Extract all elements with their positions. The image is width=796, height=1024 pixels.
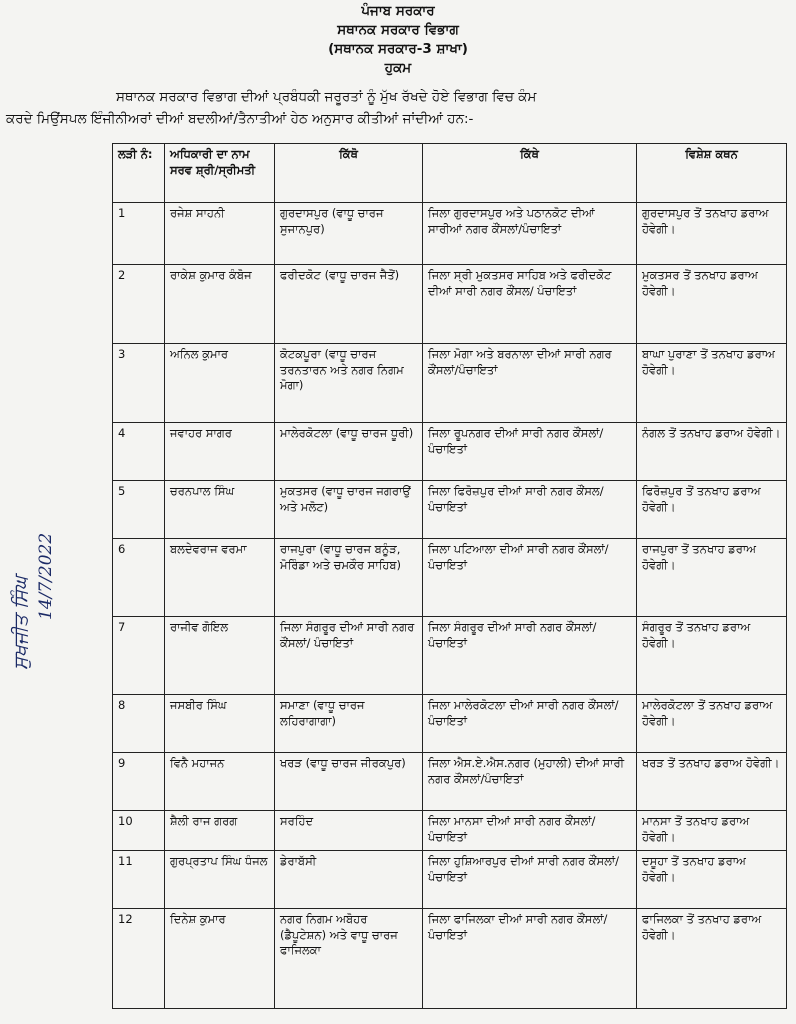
handwritten-signature bbox=[6, 490, 66, 680]
table-row bbox=[113, 423, 787, 481]
cell-sr: 11 bbox=[113, 851, 165, 909]
cell-sr: 1 bbox=[113, 203, 165, 265]
cell-officer: ਜਵਾਹਰ ਸਾਗਰ bbox=[165, 423, 275, 481]
cell-remarks: ਦਸੂਹਾ ਤੋਂ ਤਨਖਾਹ ਡਰਾਅ ਹੋਵੇਗੀ। bbox=[637, 851, 787, 909]
col-header-sr: ਲੜੀ ਨੰ: bbox=[113, 144, 165, 203]
cell-from: ਡੇਰਾਬੱਸੀ bbox=[275, 851, 423, 909]
cell-remarks: ਮੁਕਤਸਰ ਤੋਂ ਤਨਖਾਹ ਡਰਾਅ ਹੋਵੇਗੀ। bbox=[637, 265, 787, 344]
table-row bbox=[113, 909, 787, 1009]
cell-sr: 2 bbox=[113, 265, 165, 344]
branch-title: (ਸਥਾਨਕ ਸਰਕਾਰ-3 ਸ਼ਾਖਾ) bbox=[328, 41, 468, 57]
cell-officer: ਰਜੇਸ਼ ਸਾਹਨੀ bbox=[165, 203, 275, 265]
table-row bbox=[113, 265, 787, 344]
table-header-row bbox=[113, 144, 787, 203]
cell-remarks: ਰਾਜਪੁਰਾ ਤੋਂ ਤਨਖਾਹ ਡਰਾਅ ਹੋਵੇਗੀ। bbox=[637, 539, 787, 617]
cell-officer: ਰਾਜੀਵ ਗੋਇਲ bbox=[165, 617, 275, 695]
cell-to: ਜਿਲਾ ਗੁਰਦਾਸਪੁਰ ਅਤੇ ਪਠਾਨਕੋਟ ਦੀਆਂ ਸਾਰੀਆਂ ਨਗਰ ਕੌਂਸਲਾਂ/ਪੰਚਾਇਤਾਂ bbox=[423, 203, 637, 265]
col-header-remarks: ਵਿਸ਼ੇਸ਼ ਕਥਨ bbox=[637, 144, 787, 203]
cell-from: ਨਗਰ ਨਿਗਮ ਅਬੋਹਰ (ਡੈਪੂਟੇਸ਼ਨ) ਅਤੇ ਵਾਧੂ ਚਾਰਜ ਫਾਜਿਲਕਾ bbox=[275, 909, 423, 1009]
cell-to: ਜਿਲਾ ਫਾਜਿਲਕਾ ਦੀਆਂ ਸਾਰੀ ਨਗਰ ਕੌਂਸਲਾਂ/ ਪੰਚਾਇਤਾਂ bbox=[423, 909, 637, 1009]
cell-from: ਸਮਾਣਾ (ਵਾਧੂ ਚਾਰਜ ਲਹਿਰਾਗਾਗਾ) bbox=[275, 695, 423, 753]
cell-officer: ਜਸਬੀਰ ਸਿੰਘ bbox=[165, 695, 275, 753]
department-title: ਸਥਾਨਕ ਸਰਕਾਰ ਵਿਭਾਗ bbox=[337, 22, 459, 38]
document-header bbox=[0, 0, 796, 78]
intro-line-1: ਸਥਾਨਕ ਸਰਕਾਰ ਵਿਭਾਗ ਦੀਆਂ ਪ੍ਰਬੰਧਕੀ ਜਰੂਰਤਾਂ ਨੂੰ ਮੁੱਖ ਰੱਖਦੇ ਹੋਏ ਵਿਭਾਗ ਵਿਚ ਕੰਮ bbox=[116, 89, 537, 105]
cell-to: ਜਿਲਾ ਐਸ.ਏ.ਐਸ.ਨਗਰ (ਮੁਹਾਲੀ) ਦੀਆਂ ਸਾਰੀ ਨਗਰ ਕੌਂਸਲਾਂ/ਪੰਚਾਇਤਾਂ bbox=[423, 753, 637, 811]
cell-from: ਫਰੀਦਕੋਟ (ਵਾਧੂ ਚਾਰਜ ਜੈਤੋਂ) bbox=[275, 265, 423, 344]
cell-officer: ਚਰਨਪਾਲ ਸਿੰਘ bbox=[165, 481, 275, 539]
cell-officer: ਅਨਿਲ ਕੁਮਾਰ bbox=[165, 344, 275, 423]
cell-from: ਰਾਜਪੁਰਾ (ਵਾਧੂ ਚਾਰਜ ਬਨੂੰੜ, ਮੋਰਿੰਡਾ ਅਤੇ ਚਮਕੌਰ ਸਾਹਿਬ) bbox=[275, 539, 423, 617]
transfer-table bbox=[112, 143, 787, 1009]
cell-to: ਜਿਲਾ ਹੁਸ਼ਿਆਰਪੁਰ ਦੀਆਂ ਸਾਰੀ ਨਗਰ ਕੌਂਸਲਾਂ/ ਪੰਚਾਇਤਾਂ bbox=[423, 851, 637, 909]
cell-from: ਸਰਹਿੰਦ bbox=[275, 811, 423, 851]
cell-to: ਜਿਲਾ ਸ੍ਰੀ ਮੁਕਤਸਰ ਸਾਹਿਬ ਅਤੇ ਫਰੀਦਕੋਟ ਦੀਆਂ ਸਾਰੀ ਨਗਰ ਕੌਂਸਲ/ ਪੰਚਾਇਤਾਂ bbox=[423, 265, 637, 344]
cell-to: ਜਿਲਾ ਮਾਨਸਾ ਦੀਆਂ ਸਾਰੀ ਨਗਰ ਕੌਂਸਲਾਂ/ਪੰਚਾਇਤਾਂ bbox=[423, 811, 637, 851]
cell-sr: 9 bbox=[113, 753, 165, 811]
cell-to: ਜਿਲਾ ਪਟਿਆਲਾ ਦੀਆਂ ਸਾਰੀ ਨਗਰ ਕੌਂਸਲਾਂ/ ਪੰਚਾਇਤਾਂ bbox=[423, 539, 637, 617]
cell-to: ਜਿਲਾ ਫਿਰੋਜ਼ਪੁਰ ਦੀਆਂ ਸਾਰੀ ਨਗਰ ਕੌਂਸਲ/ ਪੰਚਾਇਤਾਂ bbox=[423, 481, 637, 539]
cell-to: ਜਿਲਾ ਸੰਗਰੂਰ ਦੀਆਂ ਸਾਰੀ ਨਗਰ ਕੌਂਸਲਾਂ/ਪੰਚਾਇਤਾਂ bbox=[423, 617, 637, 695]
cell-officer: ਬਲਦੇਵਰਾਜ ਵਰਮਾ bbox=[165, 539, 275, 617]
table-row bbox=[113, 753, 787, 811]
signature-date: 14/7/2022 bbox=[36, 532, 56, 620]
col-header-officer: ਅਧਿਕਾਰੀ ਦਾ ਨਾਮ ਸਰਵ ਸ਼੍ਰੀ/ਸ੍ਰੀਮਤੀ bbox=[165, 144, 275, 203]
cell-remarks: ਖਰੜ ਤੋਂ ਤਨਖਾਹ ਡਰਾਅ ਹੋਵੇਗੀ। bbox=[637, 753, 787, 811]
cell-from: ਮਾਲੇਰਕੋਟਲਾ (ਵਾਧੂ ਚਾਰਜ ਧੂਰੀ) bbox=[275, 423, 423, 481]
cell-to: ਜਿਲਾ ਮਾਲੇਰਕੋਟਲਾ ਦੀਆਂ ਸਾਰੀ ਨਗਰ ਕੌਂਸਲਾਂ/ ਪੰਚਾਇਤਾਂ bbox=[423, 695, 637, 753]
cell-from: ਜਿਲਾ ਸੰਗਰੂਰ ਦੀਆਂ ਸਾਰੀ ਨਗਰ ਕੌਂਸਲਾਂ/ ਪੰਚਾਇਤਾਂ bbox=[275, 617, 423, 695]
cell-from: ਖਰੜ (ਵਾਧੂ ਚਾਰਜ ਜੀਰਕਪੁਰ) bbox=[275, 753, 423, 811]
table-row bbox=[113, 203, 787, 265]
cell-to: ਜਿਲਾ ਰੂਪਨਗਰ ਦੀਆਂ ਸਾਰੀ ਨਗਰ ਕੌਂਸਲਾਂ/ ਪੰਚਾਇਤਾਂ bbox=[423, 423, 637, 481]
cell-sr: 5 bbox=[113, 481, 165, 539]
cell-from: ਗੁਰਦਾਸਪੁਰ (ਵਾਧੂ ਚਾਰਜ ਸੁਜਾਨਪੁਰ) bbox=[275, 203, 423, 265]
cell-sr: 6 bbox=[113, 539, 165, 617]
table-row bbox=[113, 539, 787, 617]
table-row bbox=[113, 695, 787, 753]
cell-sr: 12 bbox=[113, 909, 165, 1009]
cell-sr: 4 bbox=[113, 423, 165, 481]
table-row bbox=[113, 811, 787, 851]
cell-remarks: ਮਾਨਸਾ ਤੋਂ ਤਨਖਾਹ ਡਰਾਅ ਹੋਵੇਗੀ। bbox=[637, 811, 787, 851]
col-header-from: ਕਿੱਥੋ bbox=[275, 144, 423, 203]
cell-remarks: ਬਾਘਾ ਪੁਰਾਣਾ ਤੋਂ ਤਨਖਾਹ ਡਰਾਅ ਹੋਵੇਗੀ। bbox=[637, 344, 787, 423]
intro-paragraph bbox=[6, 86, 790, 130]
order-title: ਹੁਕਮ bbox=[384, 60, 412, 76]
cell-from: ਕੋਟਕਪੂਰਾ (ਵਾਧੂ ਚਾਰਜ ਤਰਨਤਾਰਨ ਅਤੇ ਨਗਰ ਨਿਗਮ ਮੋਗਾ) bbox=[275, 344, 423, 423]
cell-from: ਮੁਕਤਸਰ (ਵਾਧੂ ਚਾਰਜ ਜਗਰਾਉਂ ਅਤੇ ਮਲੋਟ) bbox=[275, 481, 423, 539]
cell-sr: 7 bbox=[113, 617, 165, 695]
intro-line-2: ਕਰਦੇ ਮਿਉਂਸਪਲ ਇੰਜੀਨੀਅਰਾਂ ਦੀਆਂ ਬਦਲੀਆਂ/ਤੈਨਾਤੀਆਂ ਹੇਠ ਅਨੁਸਾਰ ਕੀਤੀਆਂ ਜਾਂਦੀਆਂ ਹਨ:- bbox=[6, 111, 474, 127]
cell-remarks: ਸੰਗਰੂਰ ਤੋਂ ਤਨਖਾਹ ਡਰਾਅ ਹੋਵੇਗੀ। bbox=[637, 617, 787, 695]
cell-officer: ਰਾਕੇਸ਼ ਕੁਮਾਰ ਕੰਬੋਜ bbox=[165, 265, 275, 344]
cell-officer: ਸ਼ੈਲੀ ਰਾਜ ਗਰਗ bbox=[165, 811, 275, 851]
cell-remarks: ਗੁਰਦਾਸਪੁਰ ਤੋਂ ਤਨਖਾਹ ਡਰਾਅ ਹੋਵੇਗੀ। bbox=[637, 203, 787, 265]
cell-sr: 3 bbox=[113, 344, 165, 423]
signature-name: ਸੁਖਜੀਤ ਸਿੰਘ bbox=[10, 576, 32, 670]
cell-sr: 10 bbox=[113, 811, 165, 851]
cell-remarks: ਫਿਰੋਜ਼ਪੁਰ ਤੋਂ ਤਨਖਾਹ ਡਰਾਅ ਹੋਵੇਗੀ। bbox=[637, 481, 787, 539]
cell-sr: 8 bbox=[113, 695, 165, 753]
table-row bbox=[113, 851, 787, 909]
cell-remarks: ਮਾਲੇਰਕੋਟਲਾ ਤੋਂ ਤਨਖਾਹ ਡਰਾਅ ਹੋਵੇਗੀ। bbox=[637, 695, 787, 753]
cell-officer: ਗੁਰਪ੍ਰਤਾਪ ਸਿੰਘ ਧੰਜਲ bbox=[165, 851, 275, 909]
govt-title: ਪੰਜਾਬ ਸਰਕਾਰ bbox=[361, 3, 435, 19]
cell-officer: ਵਿਨੈ ਮਹਾਜਨ bbox=[165, 753, 275, 811]
cell-officer: ਦਿਨੇਸ਼ ਕੁਮਾਰ bbox=[165, 909, 275, 1009]
col-header-to: ਕਿੱਥੇ bbox=[423, 144, 637, 203]
table-row bbox=[113, 481, 787, 539]
cell-remarks: ਫਾਜਿਲਕਾ ਤੋਂ ਤਨਖਾਹ ਡਰਾਅ ਹੋਵੇਗੀ। bbox=[637, 909, 787, 1009]
cell-remarks: ਨੰਗਲ ਤੋਂ ਤਨਖਾਹ ਡਰਾਅ ਹੋਵੇਗੀ। bbox=[637, 423, 787, 481]
cell-to: ਜਿਲਾ ਮੋਗਾ ਅਤੇ ਬਰਨਾਲਾ ਦੀਆਂ ਸਾਰੀ ਨਗਰ ਕੌਂਸਲਾਂ/ਪੰਚਾਇਤਾਂ bbox=[423, 344, 637, 423]
table-row bbox=[113, 344, 787, 423]
table-row bbox=[113, 617, 787, 695]
